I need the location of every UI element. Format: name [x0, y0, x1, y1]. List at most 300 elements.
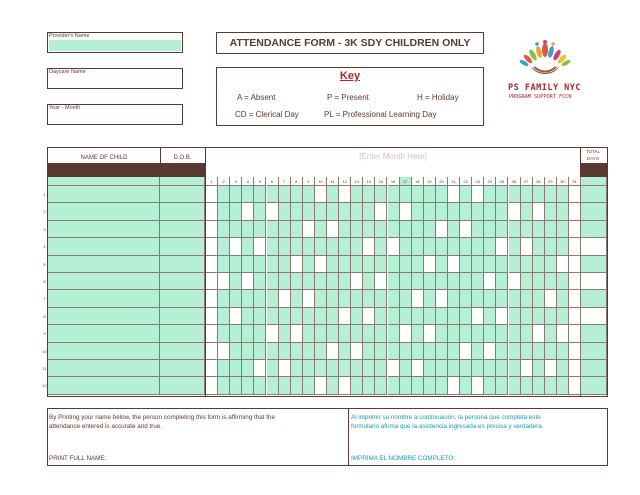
- attendance-cell[interactable]: [254, 377, 266, 394]
- attendance-cell[interactable]: [363, 343, 375, 360]
- attendance-cell[interactable]: [569, 273, 581, 290]
- attendance-cell[interactable]: [242, 186, 254, 203]
- attendance-cell[interactable]: [460, 273, 472, 290]
- attendance-cell[interactable]: [279, 273, 291, 290]
- attendance-cell[interactable]: [545, 343, 557, 360]
- attendance-cell[interactable]: [521, 308, 533, 325]
- attendance-cell[interactable]: [242, 256, 254, 273]
- child-name-cell[interactable]: [48, 186, 160, 203]
- attendance-cell[interactable]: [484, 221, 496, 238]
- attendance-cell[interactable]: [363, 308, 375, 325]
- attendance-cell[interactable]: [424, 256, 436, 273]
- attendance-cell[interactable]: [230, 203, 242, 220]
- attendance-cell[interactable]: [436, 343, 448, 360]
- attendance-cell[interactable]: [339, 238, 351, 255]
- attendance-cell[interactable]: [375, 290, 387, 307]
- attendance-cell[interactable]: [303, 273, 315, 290]
- attendance-cell[interactable]: [315, 186, 327, 203]
- attendance-cell[interactable]: [267, 308, 279, 325]
- attendance-cell[interactable]: [230, 238, 242, 255]
- attendance-cell[interactable]: [375, 256, 387, 273]
- attendance-cell[interactable]: [303, 238, 315, 255]
- attendance-cell[interactable]: [315, 273, 327, 290]
- attendance-cell[interactable]: [254, 290, 266, 307]
- attendance-cell[interactable]: [375, 343, 387, 360]
- spanish-print-name-label[interactable]: IMPRIMA EL NOMBRE COMPLETO:: [351, 455, 455, 462]
- total-days-cell[interactable]: [581, 290, 607, 307]
- attendance-cell[interactable]: [351, 273, 363, 290]
- attendance-cell[interactable]: [230, 377, 242, 394]
- attendance-cell[interactable]: [327, 308, 339, 325]
- attendance-cell[interactable]: [315, 308, 327, 325]
- attendance-cell[interactable]: [484, 308, 496, 325]
- attendance-cell[interactable]: [327, 273, 339, 290]
- attendance-cell[interactable]: [267, 325, 279, 342]
- dob-cell[interactable]: [160, 203, 205, 220]
- attendance-cell[interactable]: [206, 290, 218, 307]
- attendance-cell[interactable]: [533, 203, 545, 220]
- attendance-cell[interactable]: [206, 308, 218, 325]
- attendance-cell[interactable]: [206, 377, 218, 394]
- total-days-cell[interactable]: [581, 203, 607, 220]
- attendance-cell[interactable]: [400, 290, 412, 307]
- dob-cell[interactable]: [160, 377, 205, 394]
- attendance-cell[interactable]: [315, 325, 327, 342]
- attendance-cell[interactable]: [218, 256, 230, 273]
- attendance-cell[interactable]: [206, 273, 218, 290]
- attendance-cell[interactable]: [230, 325, 242, 342]
- attendance-cell[interactable]: [557, 377, 569, 394]
- attendance-cell[interactable]: [315, 360, 327, 377]
- attendance-cell[interactable]: [557, 273, 569, 290]
- attendance-cell[interactable]: [424, 343, 436, 360]
- attendance-cell[interactable]: [363, 273, 375, 290]
- attendance-cell[interactable]: [242, 238, 254, 255]
- attendance-cell[interactable]: [569, 325, 581, 342]
- attendance-cell[interactable]: [351, 325, 363, 342]
- attendance-cell[interactable]: [448, 377, 460, 394]
- attendance-cell[interactable]: [472, 221, 484, 238]
- attendance-cell[interactable]: [218, 238, 230, 255]
- attendance-cell[interactable]: [388, 273, 400, 290]
- attendance-cell[interactable]: [375, 325, 387, 342]
- attendance-cell[interactable]: [303, 325, 315, 342]
- year-month-field[interactable]: [47, 104, 183, 125]
- attendance-cell[interactable]: [267, 186, 279, 203]
- attendance-cell[interactable]: [569, 308, 581, 325]
- dob-cell[interactable]: [160, 325, 205, 342]
- attendance-cell[interactable]: [472, 308, 484, 325]
- child-name-cell[interactable]: [48, 203, 160, 220]
- attendance-cell[interactable]: [509, 203, 521, 220]
- provider-name-input[interactable]: [49, 40, 181, 51]
- attendance-cell[interactable]: [230, 273, 242, 290]
- total-days-cell[interactable]: [581, 238, 607, 255]
- attendance-cell[interactable]: [400, 203, 412, 220]
- dob-cell[interactable]: [160, 308, 205, 325]
- attendance-cell[interactable]: [375, 273, 387, 290]
- attendance-cell[interactable]: [206, 325, 218, 342]
- attendance-cell[interactable]: [521, 238, 533, 255]
- attendance-cell[interactable]: [279, 221, 291, 238]
- attendance-cell[interactable]: [267, 290, 279, 307]
- attendance-cell[interactable]: [509, 273, 521, 290]
- attendance-cell[interactable]: [279, 308, 291, 325]
- attendance-cell[interactable]: [279, 256, 291, 273]
- attendance-cell[interactable]: [267, 273, 279, 290]
- attendance-cell[interactable]: [472, 238, 484, 255]
- attendance-cell[interactable]: [339, 325, 351, 342]
- dob-cell[interactable]: [160, 221, 205, 238]
- attendance-cell[interactable]: [533, 256, 545, 273]
- attendance-cell[interactable]: [496, 256, 508, 273]
- child-name-cell[interactable]: [48, 290, 160, 307]
- attendance-cell[interactable]: [521, 256, 533, 273]
- attendance-cell[interactable]: [363, 377, 375, 394]
- attendance-cell[interactable]: [206, 238, 218, 255]
- attendance-cell[interactable]: [484, 238, 496, 255]
- total-days-cell[interactable]: [581, 360, 607, 377]
- attendance-cell[interactable]: [327, 203, 339, 220]
- attendance-cell[interactable]: [448, 203, 460, 220]
- attendance-cell[interactable]: [545, 221, 557, 238]
- attendance-cell[interactable]: [460, 256, 472, 273]
- attendance-cell[interactable]: [569, 290, 581, 307]
- attendance-cell[interactable]: [472, 203, 484, 220]
- attendance-cell[interactable]: [230, 290, 242, 307]
- attendance-cell[interactable]: [424, 186, 436, 203]
- attendance-cell[interactable]: [472, 360, 484, 377]
- attendance-cell[interactable]: [363, 360, 375, 377]
- attendance-cell[interactable]: [412, 290, 424, 307]
- attendance-cell[interactable]: [363, 256, 375, 273]
- attendance-cell[interactable]: [412, 238, 424, 255]
- attendance-cell[interactable]: [412, 360, 424, 377]
- attendance-cell[interactable]: [557, 221, 569, 238]
- attendance-cell[interactable]: [254, 325, 266, 342]
- attendance-cell[interactable]: [509, 221, 521, 238]
- attendance-cell[interactable]: [339, 221, 351, 238]
- attendance-cell[interactable]: [484, 325, 496, 342]
- attendance-cell[interactable]: [460, 238, 472, 255]
- attendance-cell[interactable]: [242, 343, 254, 360]
- attendance-cell[interactable]: [496, 273, 508, 290]
- attendance-cell[interactable]: [339, 343, 351, 360]
- attendance-cell[interactable]: [363, 221, 375, 238]
- attendance-cell[interactable]: [448, 360, 460, 377]
- attendance-cell[interactable]: [206, 360, 218, 377]
- attendance-cell[interactable]: [267, 256, 279, 273]
- attendance-cell[interactable]: [351, 343, 363, 360]
- attendance-cell[interactable]: [388, 290, 400, 307]
- attendance-cell[interactable]: [496, 221, 508, 238]
- attendance-cell[interactable]: [569, 377, 581, 394]
- daycare-name-field[interactable]: [47, 68, 183, 89]
- attendance-cell[interactable]: [521, 273, 533, 290]
- attendance-cell[interactable]: [400, 325, 412, 342]
- attendance-cell[interactable]: [303, 377, 315, 394]
- attendance-cell[interactable]: [557, 238, 569, 255]
- total-days-cell[interactable]: [581, 186, 607, 203]
- attendance-cell[interactable]: [400, 273, 412, 290]
- attendance-cell[interactable]: [424, 290, 436, 307]
- attendance-cell[interactable]: [206, 256, 218, 273]
- attendance-cell[interactable]: [327, 290, 339, 307]
- attendance-cell[interactable]: [291, 343, 303, 360]
- attendance-cell[interactable]: [448, 273, 460, 290]
- attendance-cell[interactable]: [351, 290, 363, 307]
- attendance-cell[interactable]: [363, 325, 375, 342]
- attendance-cell[interactable]: [484, 290, 496, 307]
- attendance-cell[interactable]: [496, 238, 508, 255]
- attendance-cell[interactable]: [484, 273, 496, 290]
- dob-cell[interactable]: [160, 360, 205, 377]
- attendance-cell[interactable]: [509, 308, 521, 325]
- attendance-cell[interactable]: [279, 238, 291, 255]
- attendance-cell[interactable]: [230, 308, 242, 325]
- attendance-cell[interactable]: [509, 377, 521, 394]
- attendance-cell[interactable]: [230, 186, 242, 203]
- attendance-cell[interactable]: [436, 256, 448, 273]
- attendance-cell[interactable]: [375, 221, 387, 238]
- attendance-cell[interactable]: [436, 273, 448, 290]
- attendance-cell[interactable]: [412, 221, 424, 238]
- attendance-cell[interactable]: [254, 238, 266, 255]
- attendance-cell[interactable]: [460, 360, 472, 377]
- attendance-cell[interactable]: [533, 308, 545, 325]
- attendance-cell[interactable]: [254, 186, 266, 203]
- attendance-cell[interactable]: [388, 360, 400, 377]
- attendance-cell[interactable]: [351, 256, 363, 273]
- attendance-cell[interactable]: [496, 343, 508, 360]
- attendance-cell[interactable]: [230, 256, 242, 273]
- attendance-cell[interactable]: [436, 308, 448, 325]
- attendance-cell[interactable]: [400, 308, 412, 325]
- attendance-cell[interactable]: [424, 360, 436, 377]
- attendance-cell[interactable]: [218, 377, 230, 394]
- attendance-cell[interactable]: [400, 221, 412, 238]
- attendance-cell[interactable]: [230, 360, 242, 377]
- attendance-cell[interactable]: [375, 308, 387, 325]
- attendance-cell[interactable]: [254, 360, 266, 377]
- attendance-cell[interactable]: [496, 203, 508, 220]
- attendance-cell[interactable]: [303, 343, 315, 360]
- attendance-cell[interactable]: [545, 273, 557, 290]
- attendance-cell[interactable]: [291, 203, 303, 220]
- attendance-cell[interactable]: [400, 343, 412, 360]
- attendance-cell[interactable]: [254, 221, 266, 238]
- attendance-cell[interactable]: [557, 360, 569, 377]
- attendance-cell[interactable]: [303, 360, 315, 377]
- attendance-cell[interactable]: [315, 377, 327, 394]
- attendance-cell[interactable]: [545, 290, 557, 307]
- attendance-cell[interactable]: [436, 203, 448, 220]
- attendance-cell[interactable]: [303, 203, 315, 220]
- attendance-cell[interactable]: [545, 308, 557, 325]
- child-name-cell[interactable]: [48, 377, 160, 394]
- attendance-cell[interactable]: [400, 186, 412, 203]
- attendance-cell[interactable]: [533, 325, 545, 342]
- attendance-cell[interactable]: [472, 377, 484, 394]
- child-name-cell[interactable]: [48, 221, 160, 238]
- attendance-cell[interactable]: [545, 325, 557, 342]
- dob-cell[interactable]: [160, 273, 205, 290]
- attendance-cell[interactable]: [448, 343, 460, 360]
- attendance-cell[interactable]: [267, 377, 279, 394]
- attendance-cell[interactable]: [388, 221, 400, 238]
- attendance-cell[interactable]: [375, 203, 387, 220]
- attendance-cell[interactable]: [460, 290, 472, 307]
- attendance-cell[interactable]: [521, 290, 533, 307]
- child-name-cell[interactable]: [48, 343, 160, 360]
- attendance-cell[interactable]: [339, 273, 351, 290]
- attendance-cell[interactable]: [424, 325, 436, 342]
- attendance-cell[interactable]: [388, 325, 400, 342]
- attendance-cell[interactable]: [460, 343, 472, 360]
- attendance-cell[interactable]: [436, 221, 448, 238]
- attendance-cell[interactable]: [279, 360, 291, 377]
- attendance-cell[interactable]: [218, 343, 230, 360]
- attendance-cell[interactable]: [291, 290, 303, 307]
- attendance-cell[interactable]: [569, 360, 581, 377]
- attendance-cell[interactable]: [363, 203, 375, 220]
- attendance-cell[interactable]: [533, 343, 545, 360]
- attendance-cell[interactable]: [569, 343, 581, 360]
- attendance-cell[interactable]: [545, 186, 557, 203]
- attendance-cell[interactable]: [315, 221, 327, 238]
- attendance-cell[interactable]: [557, 343, 569, 360]
- attendance-cell[interactable]: [375, 186, 387, 203]
- attendance-cell[interactable]: [267, 343, 279, 360]
- attendance-cell[interactable]: [557, 256, 569, 273]
- attendance-cell[interactable]: [339, 360, 351, 377]
- attendance-cell[interactable]: [545, 238, 557, 255]
- attendance-cell[interactable]: [484, 186, 496, 203]
- attendance-cell[interactable]: [424, 221, 436, 238]
- attendance-cell[interactable]: [375, 360, 387, 377]
- attendance-cell[interactable]: [533, 360, 545, 377]
- child-name-cell[interactable]: [48, 273, 160, 290]
- attendance-cell[interactable]: [509, 343, 521, 360]
- attendance-cell[interactable]: [484, 377, 496, 394]
- attendance-cell[interactable]: [557, 203, 569, 220]
- attendance-cell[interactable]: [472, 273, 484, 290]
- attendance-cell[interactable]: [436, 377, 448, 394]
- attendance-cell[interactable]: [496, 186, 508, 203]
- attendance-cell[interactable]: [509, 238, 521, 255]
- attendance-cell[interactable]: [218, 186, 230, 203]
- attendance-cell[interactable]: [339, 308, 351, 325]
- attendance-cell[interactable]: [218, 325, 230, 342]
- attendance-cell[interactable]: [375, 377, 387, 394]
- attendance-cell[interactable]: [412, 256, 424, 273]
- attendance-cell[interactable]: [388, 186, 400, 203]
- attendance-cell[interactable]: [327, 256, 339, 273]
- dob-cell[interactable]: [160, 343, 205, 360]
- attendance-cell[interactable]: [436, 186, 448, 203]
- attendance-cell[interactable]: [509, 325, 521, 342]
- attendance-cell[interactable]: [557, 325, 569, 342]
- child-name-cell[interactable]: [48, 308, 160, 325]
- attendance-cell[interactable]: [218, 360, 230, 377]
- attendance-cell[interactable]: [242, 360, 254, 377]
- attendance-cell[interactable]: [327, 186, 339, 203]
- attendance-cell[interactable]: [460, 308, 472, 325]
- attendance-cell[interactable]: [339, 256, 351, 273]
- attendance-cell[interactable]: [291, 308, 303, 325]
- attendance-cell[interactable]: [460, 325, 472, 342]
- attendance-cell[interactable]: [436, 238, 448, 255]
- attendance-cell[interactable]: [448, 221, 460, 238]
- child-name-cell[interactable]: [48, 256, 160, 273]
- attendance-cell[interactable]: [303, 290, 315, 307]
- attendance-cell[interactable]: [206, 221, 218, 238]
- attendance-cell[interactable]: [521, 325, 533, 342]
- attendance-cell[interactable]: [218, 290, 230, 307]
- attendance-cell[interactable]: [521, 343, 533, 360]
- attendance-cell[interactable]: [351, 203, 363, 220]
- attendance-cell[interactable]: [533, 186, 545, 203]
- attendance-cell[interactable]: [509, 360, 521, 377]
- attendance-cell[interactable]: [291, 221, 303, 238]
- attendance-cell[interactable]: [327, 343, 339, 360]
- attendance-cell[interactable]: [267, 221, 279, 238]
- attendance-cell[interactable]: [436, 325, 448, 342]
- attendance-cell[interactable]: [472, 343, 484, 360]
- attendance-cell[interactable]: [303, 221, 315, 238]
- attendance-cell[interactable]: [448, 238, 460, 255]
- attendance-cell[interactable]: [448, 325, 460, 342]
- attendance-cell[interactable]: [303, 308, 315, 325]
- attendance-cell[interactable]: [267, 238, 279, 255]
- attendance-cell[interactable]: [363, 290, 375, 307]
- provider-name-field[interactable]: [47, 32, 183, 53]
- attendance-cell[interactable]: [545, 377, 557, 394]
- attendance-cell[interactable]: [303, 186, 315, 203]
- dob-cell[interactable]: [160, 186, 205, 203]
- attendance-cell[interactable]: [472, 186, 484, 203]
- dob-cell[interactable]: [160, 256, 205, 273]
- total-days-cell[interactable]: [581, 343, 607, 360]
- attendance-cell[interactable]: [339, 377, 351, 394]
- attendance-cell[interactable]: [496, 308, 508, 325]
- attendance-cell[interactable]: [436, 290, 448, 307]
- attendance-cell[interactable]: [254, 343, 266, 360]
- attendance-cell[interactable]: [315, 238, 327, 255]
- attendance-cell[interactable]: [291, 325, 303, 342]
- attendance-cell[interactable]: [206, 203, 218, 220]
- attendance-cell[interactable]: [303, 256, 315, 273]
- attendance-cell[interactable]: [279, 290, 291, 307]
- attendance-cell[interactable]: [327, 325, 339, 342]
- child-name-cell[interactable]: [48, 325, 160, 342]
- attendance-cell[interactable]: [412, 343, 424, 360]
- attendance-cell[interactable]: [388, 203, 400, 220]
- attendance-cell[interactable]: [327, 377, 339, 394]
- child-name-cell[interactable]: [48, 238, 160, 255]
- attendance-cell[interactable]: [339, 186, 351, 203]
- attendance-cell[interactable]: [254, 256, 266, 273]
- attendance-cell[interactable]: [496, 360, 508, 377]
- attendance-cell[interactable]: [218, 273, 230, 290]
- attendance-cell[interactable]: [291, 256, 303, 273]
- attendance-cell[interactable]: [351, 377, 363, 394]
- attendance-cell[interactable]: [569, 256, 581, 273]
- attendance-cell[interactable]: [424, 377, 436, 394]
- attendance-cell[interactable]: [279, 377, 291, 394]
- attendance-cell[interactable]: [533, 290, 545, 307]
- attendance-cell[interactable]: [412, 203, 424, 220]
